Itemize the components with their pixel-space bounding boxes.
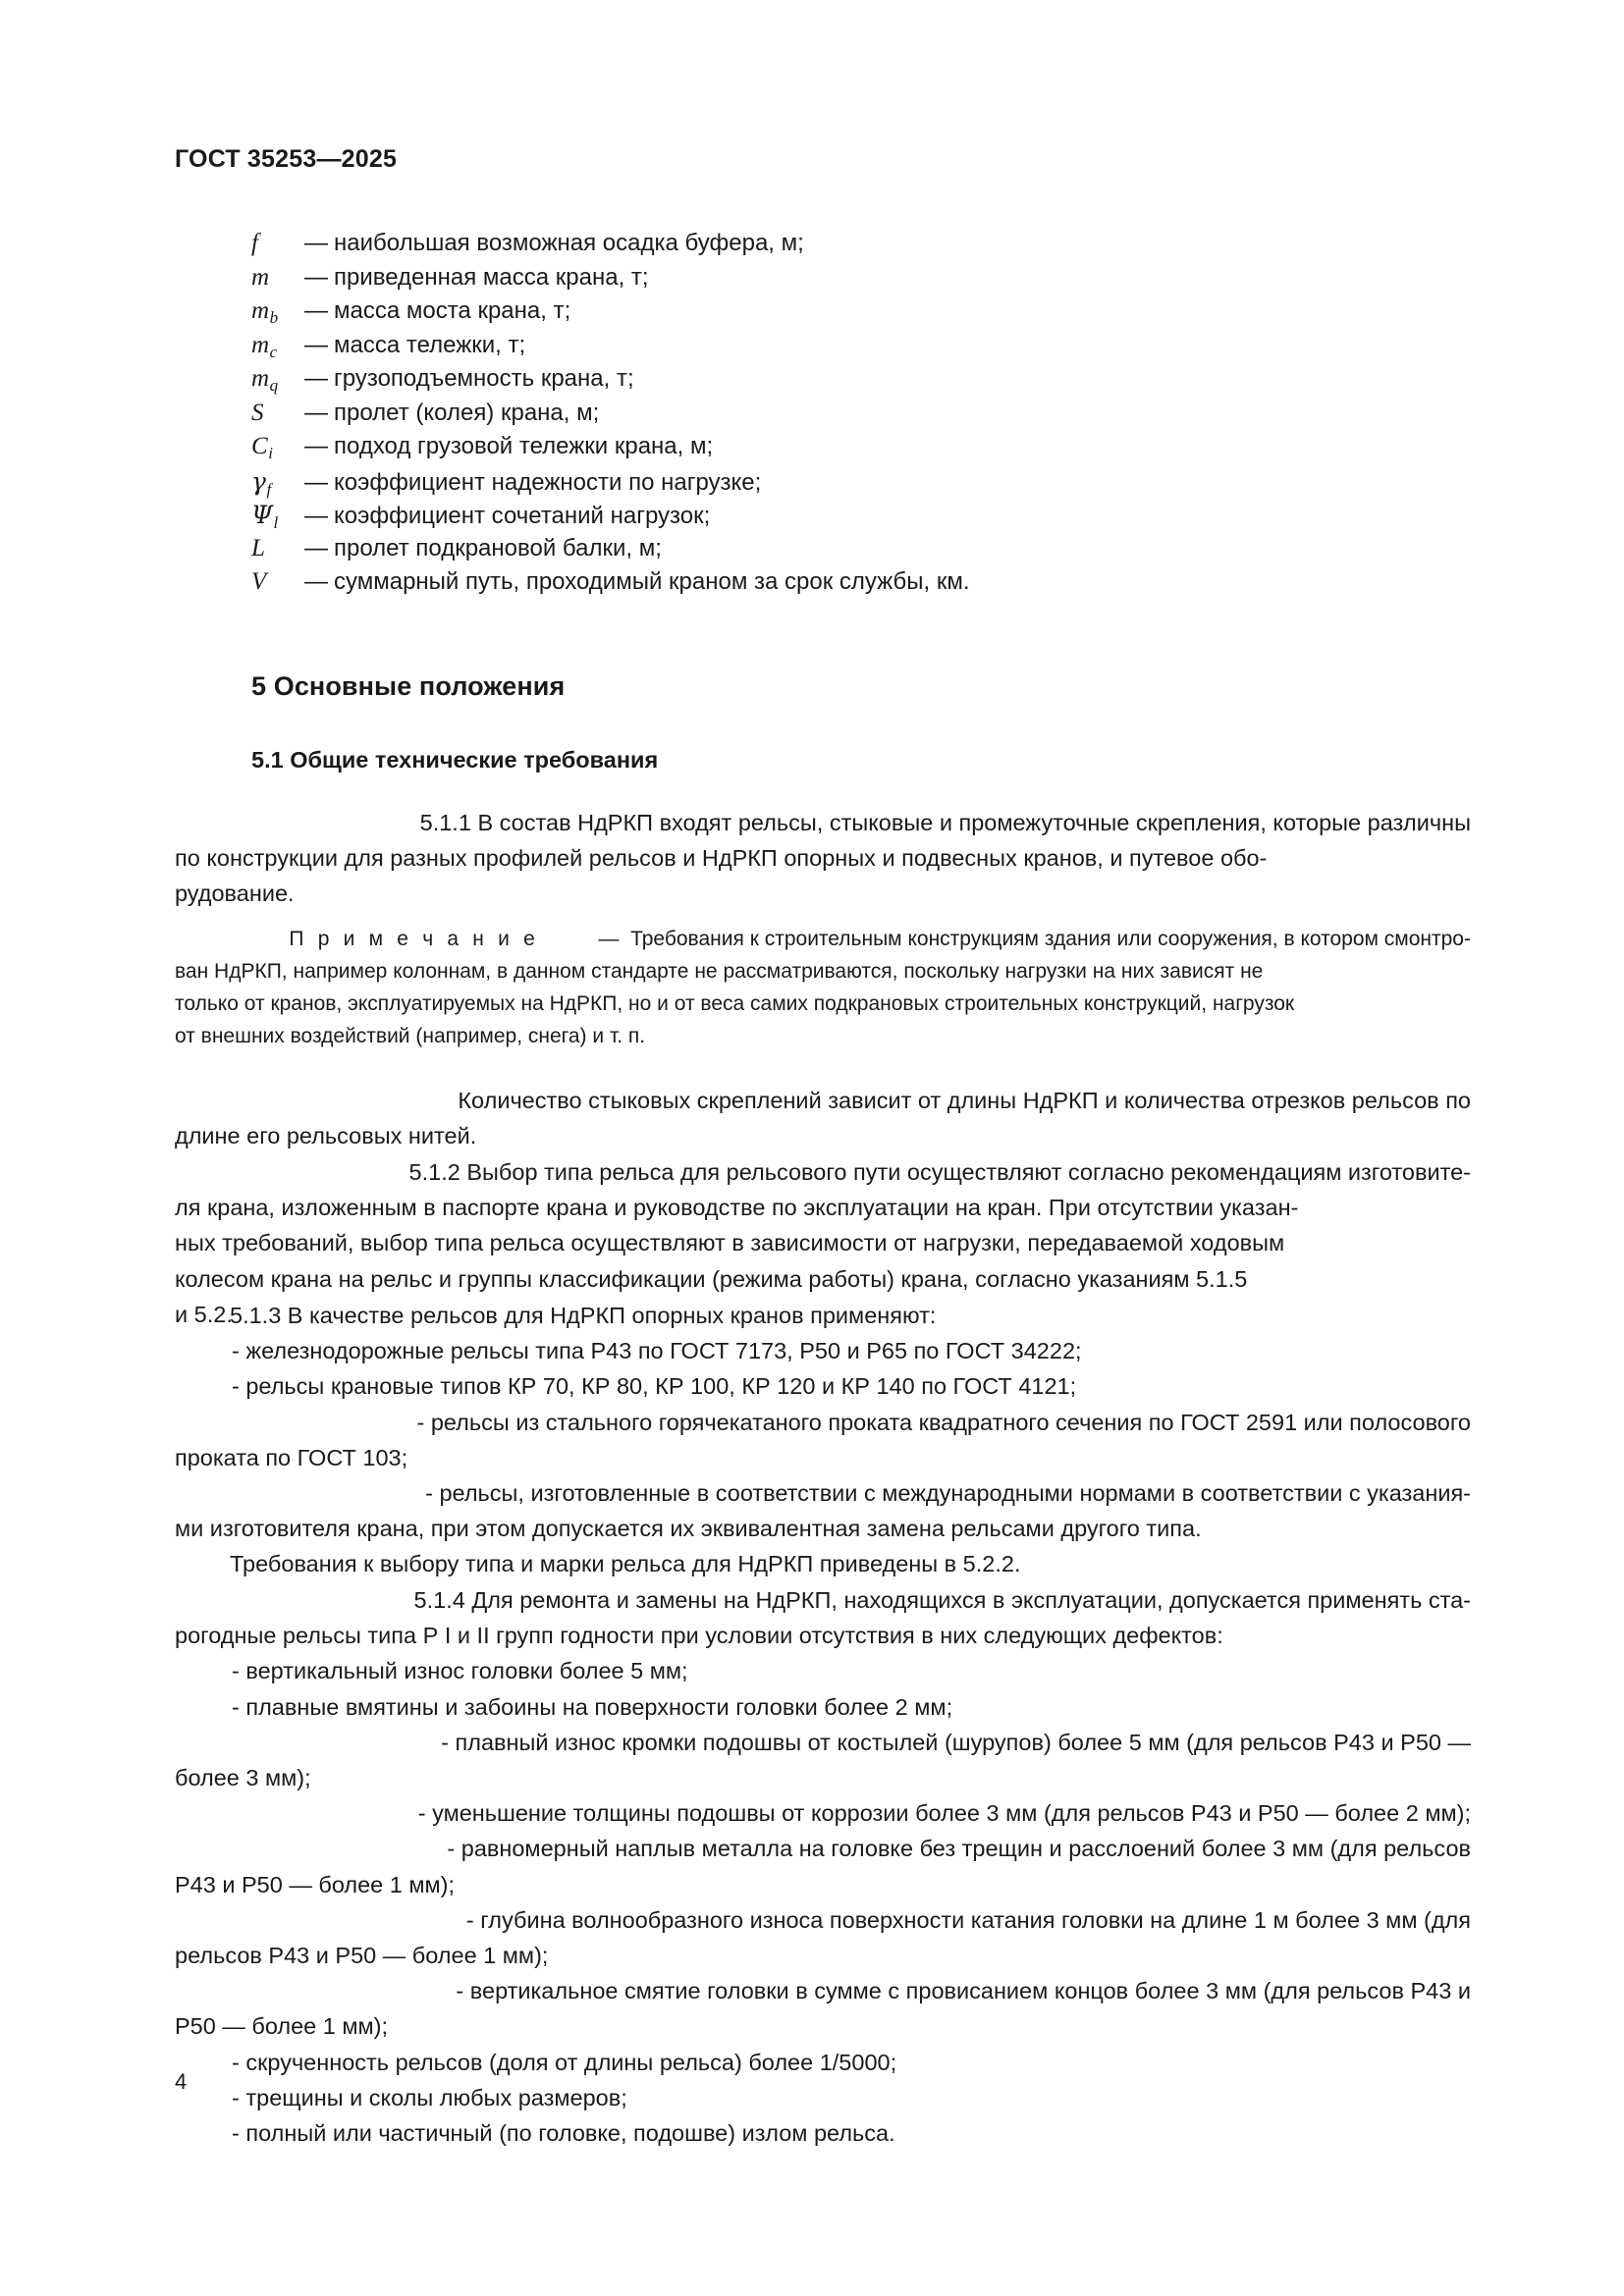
text-line: ван НдРКП, например колоннам, в данном стандарте не рассматриваются, поскольку нагрузки на них зависят не [175, 960, 1264, 983]
symbol-dash: — [304, 331, 328, 358]
document-header: ГОСТ 35253—2025 [175, 145, 398, 173]
text-line: ми изготовителя крана, при этом допускается их эквивалентная замена рельсами другого типа. [175, 1516, 1202, 1542]
text-line: проката по ГОСТ 103; [175, 1444, 408, 1470]
note-block [175, 923, 1471, 1052]
note-label: П р и м е ч а н и е [289, 928, 539, 950]
text-line: 5.1.4 Для ремонта и замены на НдРКП, находящихся в эксплуатации, допускается применять ста- [413, 1587, 1471, 1613]
symbol-subscript: i [268, 444, 273, 462]
list-item: - плавный износ кромки подошвы от костылей (шурупов) более 5 мм (для рельсов Р43 и Р50 — [441, 1729, 1471, 1755]
symbol-key: $\Psi_l$ [251, 501, 279, 532]
symbol-row [251, 365, 1469, 400]
symbol-dash: — [304, 534, 328, 561]
symbol-row [251, 297, 1469, 332]
symbol-subscript: f [266, 479, 272, 499]
symbol-dash: — [304, 297, 328, 324]
list-item: - рельсы крановые типов КР 70, КР 80, КР 100, КР 120 и КР 140 по ГОСТ 4121; [232, 1373, 1077, 1400]
symbol-dash: — [304, 433, 328, 459]
text-line: Р43 и Р50 — более 1 мм); [175, 1871, 456, 1897]
symbol-description: приведенная масса крана, т; [334, 263, 649, 291]
paragraph-quantity [175, 1083, 1471, 1153]
symbol-key: f [251, 230, 258, 256]
symbol-key: $m_b$ [251, 297, 279, 327]
list-item: - уменьшение толщины подошвы от коррозии более 3 мм (для рельсов Р43 и Р50 — более 2 мм); [417, 1800, 1471, 1827]
symbol-description: коэффициент сочетаний нагрузок; [334, 503, 711, 529]
symbol-description: коэффициент надежности по нагрузке; [334, 468, 762, 496]
text-line: Требования к выбору типа и марки рельса для НдРКП приведены в 5.2.2. [230, 1551, 1021, 1577]
symbol-row [251, 568, 1469, 603]
list-item: - скрученность рельсов (доля от длины рельса) более 1/5000; [232, 2049, 897, 2075]
symbol-description: подход грузовой тележки крана, м; [334, 433, 714, 459]
symbol-row [251, 535, 1469, 569]
list-item: - плавные вмятины и забоины на поверхности головки более 2 мм; [232, 1693, 953, 1720]
list-item: - железнодорожные рельсы типа Р43 по ГОСТ 7173, Р50 и Р65 по ГОСТ 34222; [232, 1338, 1082, 1364]
list-item: - вертикальный износ головки более 5 мм; [232, 1658, 688, 1684]
text-line: длине его рельсовых нитей. [175, 1123, 477, 1149]
symbol-key: $C_i$ [251, 433, 273, 462]
text-line: Количество стыковых скреплений зависит от длины НдРКП и количества отрезков рельсов по [458, 1088, 1471, 1113]
list-item: - рельсы, изготовленные в соответствии с международными нормами в соответствии с указания- [425, 1480, 1471, 1507]
paragraph-5-1-1 [175, 805, 1471, 912]
text-line: только от кранов, эксплуатируемых на НдРКП, но и от веса самих подкрановых строительных конструкций, нагрузок [175, 992, 1295, 1015]
text-line: рельсов Р43 и Р50 — более 1 мм); [175, 1943, 549, 1969]
text-line: рудование. [175, 881, 295, 907]
section-heading-5: 5 Основные положения [251, 671, 566, 701]
symbol-definition-list [251, 230, 1469, 603]
symbol-description: масса тележки, т; [334, 331, 526, 358]
symbol-description: грузоподъемность крана, т; [334, 365, 634, 392]
symbol-key: $m_q$ [251, 365, 279, 395]
symbol-subscript: b [269, 308, 279, 327]
symbol-row [251, 433, 1469, 467]
symbol-subscript: l [273, 513, 279, 532]
symbol-row [251, 230, 1469, 264]
symbol-row [251, 467, 1469, 502]
symbol-dash: — [304, 365, 328, 392]
symbol-dash: — [304, 399, 328, 426]
symbol-row [251, 332, 1469, 366]
symbol-description: наибольшая возможная осадка буфера, м; [334, 230, 804, 256]
text-line: Р50 — более 1 мм); [175, 2013, 389, 2040]
text-line: колесом крана на рельс и группы классификации (режима работы) крана, согласно указаниям 5.1.5 [175, 1265, 1248, 1292]
text-line: рогодные рельсы типа Р I и II групп годности при условии отсутствия в них следующих дефектов: [175, 1623, 1223, 1649]
symbol-key: $m_c$ [251, 331, 278, 361]
list-item: - вертикальное смятие головки в сумме с провисанием концов более 3 мм (для рельсов Р43 и [456, 1978, 1471, 2004]
text-line: более 3 мм); [175, 1765, 311, 1791]
symbol-dash: — [304, 568, 328, 595]
text-line: ных требований, выбор типа рельса осуществляют в зависимости от нагрузки, передаваемой ходовым [175, 1230, 1285, 1256]
symbol-description: пролет (колея) крана, м; [334, 399, 600, 426]
symbol-subscript: c [269, 342, 278, 361]
list-item: - глубина волнообразного износа поверхности катания головки на длине 1 м более 3 мм (для [465, 1906, 1471, 1933]
text-line: от внешних воздействий (например, снега) и т. п. [175, 1025, 646, 1047]
symbol-dash: — [304, 230, 328, 256]
symbol-row [251, 264, 1469, 298]
symbol-key: V [251, 568, 267, 595]
symbol-key: $\gamma_f$ [251, 466, 272, 499]
page-number: 4 [175, 2069, 188, 2094]
list-item: - трещины и сколы любых размеров; [232, 2084, 627, 2110]
symbol-dash: — [304, 468, 328, 496]
text-line: и 5.2. [175, 1301, 233, 1327]
text-line: 5.1.3 В качестве рельсов для НдРКП опорных кранов применяют: [230, 1303, 937, 1328]
symbol-dash: — [304, 503, 328, 529]
list-item: - равномерный наплыв металла на головке без трещин и расслоений более 3 мм (для рельсов [447, 1836, 1471, 1862]
list-item: - полный или частичный (по головке, подошве) излом рельса. [232, 2120, 895, 2147]
symbol-row [251, 400, 1469, 434]
text-line: 5.1.1 В состав НдРКП входят рельсы, стыковые и промежуточные скрепления, которые различны [419, 810, 1471, 835]
text-line: 5.1.2 Выбор типа рельса для рельсового пути осуществляют согласно рекомендациям изготовите- [408, 1159, 1471, 1185]
symbol-description: масса моста крана, т; [334, 297, 571, 324]
symbol-key: m [251, 263, 270, 291]
paragraph-5-1-3 [175, 1298, 1471, 1582]
subsection-heading-5-1: 5.1 Общие технические требования [251, 747, 659, 773]
symbol-dash: — [304, 263, 328, 291]
paragraph-5-1-4 [175, 1582, 1471, 2151]
symbol-description: суммарный путь, проходимый краном за срок службы, км. [334, 568, 970, 595]
symbol-description: пролет подкрановой балки, м; [334, 534, 662, 561]
symbol-key: L [251, 534, 265, 561]
text-line: ля крана, изложенным в паспорте крана и руководстве по эксплуатации на кран. При отсутствии указан- [175, 1195, 1299, 1221]
list-item: - рельсы из стального горячекатаного проката квадратного сечения по ГОСТ 2591 или полосового [416, 1409, 1471, 1435]
text-line: по конструкции для разных профилей рельсов и НдРКП опорных и подвесных кранов, и путевое обо- [175, 845, 1268, 872]
symbol-key: S [251, 399, 264, 426]
symbol-subscript: q [269, 376, 279, 395]
text-line: П р и м е ч а н и е — Требования к строительным конструкциям здания или сооружения, в котором смонтро- [175, 923, 1471, 955]
symbol-row [251, 501, 1469, 535]
